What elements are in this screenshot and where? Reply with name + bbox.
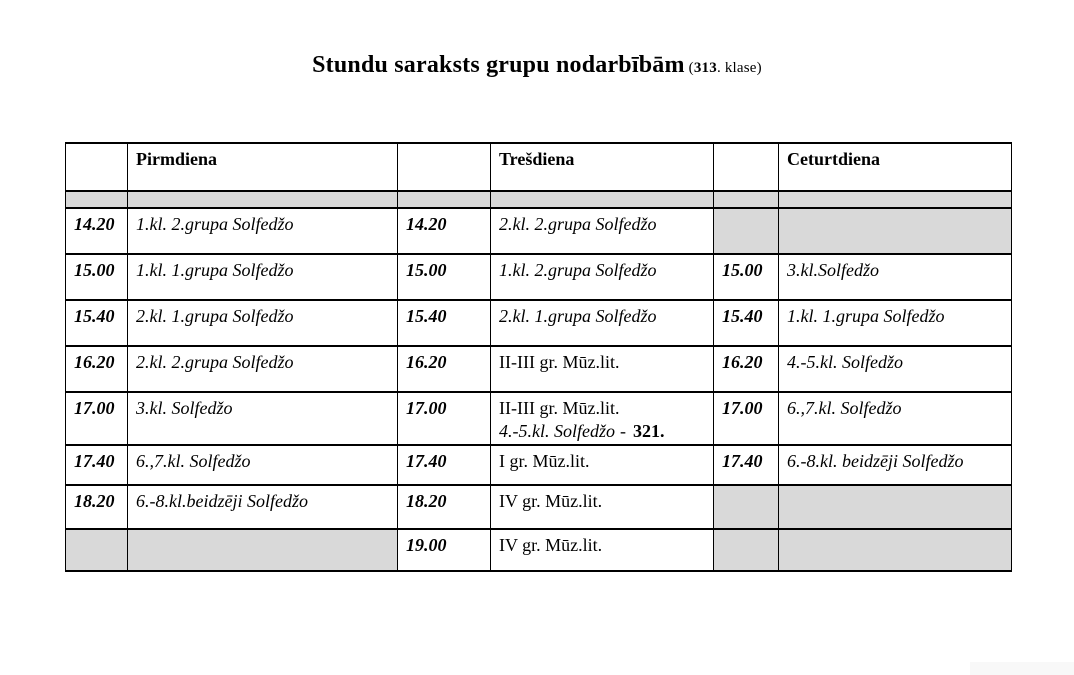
time-cell: 17.40 [66, 445, 128, 485]
lesson-cell: 1.kl. 2.grupa Solfedžo [491, 254, 714, 300]
lesson-cell: 3.kl.Solfedžo [779, 254, 1012, 300]
lesson-cell: IV gr. Mūz.lit. [491, 529, 714, 571]
empty-cell [398, 191, 491, 208]
time-cell [714, 529, 779, 571]
table-row [66, 485, 1012, 529]
header-row [66, 143, 1012, 191]
lesson-cell: 6.,7.kl. Solfedžo [128, 445, 398, 485]
time-cell: 15.40 [714, 300, 779, 346]
title-main: Stundu saraksts grupu nodarbībām [312, 52, 685, 78]
day-header-wednesday: Trešdiena [491, 143, 714, 191]
empty-cell [398, 143, 491, 191]
time-cell: 17.40 [714, 445, 779, 485]
time-cell: 19.00 [398, 529, 491, 571]
spacer-row [66, 191, 1012, 208]
lesson-cell: IV gr. Mūz.lit. [491, 485, 714, 529]
table-row [66, 445, 1012, 485]
lesson-line-2-room: 321. [632, 420, 665, 441]
table-row [66, 346, 1012, 392]
lesson-cell [128, 529, 398, 571]
time-cell: 16.20 [66, 346, 128, 392]
lesson-cell: 2.kl. 2.grupa Solfedžo [128, 346, 398, 392]
empty-cell [779, 191, 1012, 208]
lesson-cell [491, 392, 714, 445]
empty-cell [66, 191, 128, 208]
lesson-cell: 1.kl. 1.grupa Solfedžo [779, 300, 1012, 346]
lesson-cell: II-III gr. Mūz.lit. [491, 346, 714, 392]
time-cell: 14.20 [66, 208, 128, 254]
lesson-line-2-dash: - [619, 420, 626, 441]
table-row [66, 300, 1012, 346]
lesson-cell: 2.kl. 1.grupa Solfedžo [491, 300, 714, 346]
table-row [66, 529, 1012, 571]
table-row [66, 208, 1012, 254]
title-suffix-open: ( [684, 60, 694, 76]
lesson-cell [779, 485, 1012, 529]
schedule-table [65, 142, 1012, 572]
day-header-thursday: Ceturtdiena [779, 143, 1012, 191]
lesson-cell: 6.-8.kl.beidzēji Solfedžo [128, 485, 398, 529]
title-room-number: 313 [693, 60, 717, 76]
lesson-cell: 3.kl. Solfedžo [128, 392, 398, 445]
lesson-line-1: II-III gr. Mūz.lit. [499, 398, 620, 418]
lesson-line-2 [499, 420, 709, 443]
time-cell: 15.00 [714, 254, 779, 300]
lesson-line-2-subject: 4.-5.kl. Solfedžo [499, 420, 615, 441]
time-cell: 17.00 [66, 392, 128, 445]
lesson-cell: 2.kl. 1.grupa Solfedžo [128, 300, 398, 346]
time-cell: 15.00 [66, 254, 128, 300]
time-cell: 15.40 [398, 300, 491, 346]
day-header-monday: Pirmdiena [128, 143, 398, 191]
time-cell: 17.00 [714, 392, 779, 445]
lesson-cell [779, 529, 1012, 571]
lesson-cell: 6.,7.kl. Solfedžo [779, 392, 1012, 445]
time-cell: 15.00 [398, 254, 491, 300]
time-cell [66, 529, 128, 571]
empty-cell [714, 143, 779, 191]
empty-cell [714, 191, 779, 208]
empty-cell [491, 191, 714, 208]
title-suffix-rest: . klase) [716, 60, 762, 76]
time-cell: 14.20 [398, 208, 491, 254]
table-row [66, 392, 1012, 445]
empty-cell [128, 191, 398, 208]
lesson-cell: 6.-8.kl. beidzēji Solfedžo [779, 445, 1012, 485]
time-cell: 17.40 [398, 445, 491, 485]
title-suffix [685, 60, 762, 76]
lesson-cell: 4.-5.kl. Solfedžo [779, 346, 1012, 392]
time-cell [714, 485, 779, 529]
bottom-right-shade [970, 662, 1074, 675]
lesson-cell: 1.kl. 2.grupa Solfedžo [128, 208, 398, 254]
time-cell: 16.20 [714, 346, 779, 392]
lesson-cell: 1.kl. 1.grupa Solfedžo [128, 254, 398, 300]
time-cell [714, 208, 779, 254]
lesson-cell: 2.kl. 2.grupa Solfedžo [491, 208, 714, 254]
time-cell: 17.00 [398, 392, 491, 445]
lesson-cell [779, 208, 1012, 254]
empty-cell [66, 143, 128, 191]
page-title [0, 52, 1074, 79]
time-cell: 18.20 [398, 485, 491, 529]
table-row [66, 254, 1012, 300]
time-cell: 16.20 [398, 346, 491, 392]
time-cell: 18.20 [66, 485, 128, 529]
lesson-cell: I gr. Mūz.lit. [491, 445, 714, 485]
time-cell: 15.40 [66, 300, 128, 346]
